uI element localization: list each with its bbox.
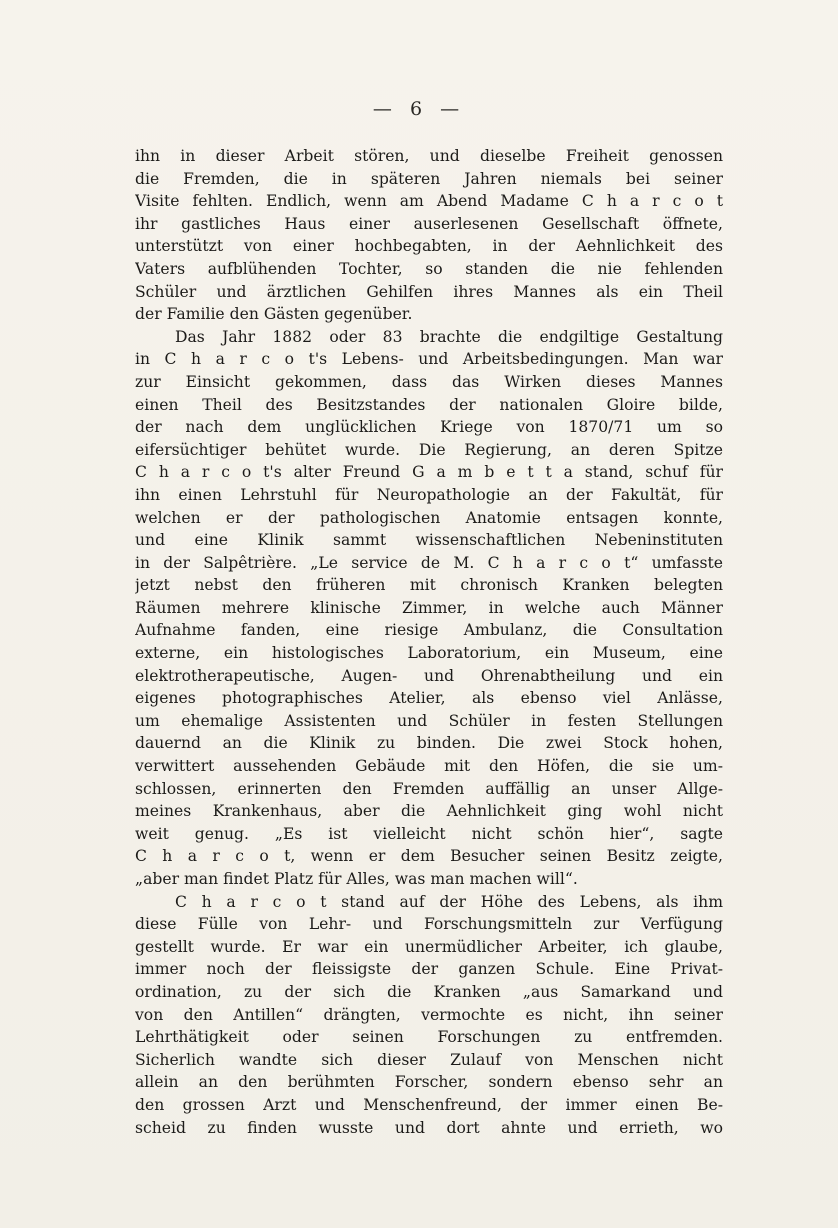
text-line: Aufnahme fanden, eine riesige Ambulanz, die Consultation xyxy=(135,621,723,640)
text-line: weit genug. „Es ist vielleicht nicht schön hier“, sagte xyxy=(135,824,723,843)
text-line: elektrotherapeutische, Augen- und Ohrenabtheilung und ein xyxy=(135,666,723,685)
text-line: schlossen, erinnerten den Fremden auffällig an unser Allge- xyxy=(135,779,723,798)
text-line: der Familie den Gästen gegenüber. xyxy=(135,305,413,324)
text-line: Räumen mehrere klinische Zimmer, in welche auch Männer xyxy=(135,598,723,617)
text-line: meines Krankenhaus, aber die Aehnlichkeit ging wohl nicht xyxy=(135,802,723,821)
text-line: die Fremden, die in späteren Jahren niemals bei seiner xyxy=(135,169,723,188)
text-line: welchen er der pathologischen Anatomie entsagen konnte, xyxy=(135,508,723,527)
text-line: Das Jahr 1882 oder 83 brachte die endgiltige Gestaltung xyxy=(175,327,723,346)
text-line: um ehemalige Assistenten und Schüler in festen Stellungen xyxy=(135,711,723,730)
text-line: zur Einsicht gekommen, dass das Wirken dieses Mannes xyxy=(135,372,723,391)
text-line: C h a r c o t's alter Freund G a m b e t t a stand, schuf für xyxy=(135,463,723,482)
text-line: diese Fülle von Lehr- und Forschungsmitteln zur Verfügung xyxy=(135,915,723,934)
body-text xyxy=(135,145,723,1139)
text-line: und eine Klinik sammt wissenschaftlichen Nebeninstituten xyxy=(135,531,723,550)
text-line: C h a r c o t stand auf der Höhe des Lebens, als ihm xyxy=(175,892,723,911)
text-line: eigenes photographisches Atelier, als ebenso viel Anlässe, xyxy=(135,689,723,708)
text-line: ihn einen Lehrstuhl für Neuropathologie an der Fakultät, für xyxy=(135,485,723,504)
text-line: Lehrthätigkeit oder seinen Forschungen zu entfremden. xyxy=(135,1028,723,1047)
text-line: dauernd an die Klinik zu binden. Die zwei Stock hohen, xyxy=(135,734,723,753)
text-line: ihn in dieser Arbeit stören, und dieselbe Freiheit genossen xyxy=(135,147,723,165)
text-line: immer noch der fleissigste der ganzen Schule. Eine Privat- xyxy=(135,960,723,979)
text-line: unterstützt von einer hochbegabten, in der Aehnlichkeit des xyxy=(135,237,723,256)
text-line: Visite fehlten. Endlich, wenn am Abend Madame C h a r c o t xyxy=(135,192,723,211)
text-line: jetzt nebst den früheren mit chronisch Kranken belegten xyxy=(135,576,723,595)
page-number: — 6 — xyxy=(372,98,466,120)
text-line: in C h a r c o t's Lebens- und Arbeitsbedingungen. Man war xyxy=(135,350,723,369)
text-line: der nach dem unglücklichen Kriege von 1870/71 um so xyxy=(135,418,723,437)
text-line: scheid zu finden wusste und dort ahnte und errieth, wo xyxy=(135,1118,723,1137)
text-line: ordination, zu der sich die Kranken „aus Samarkand und xyxy=(135,982,723,1001)
text-line: externe, ein histologisches Laboratorium, ein Museum, eine xyxy=(135,644,723,663)
text-line: allein an den berühmten Forscher, sondern ebenso sehr an xyxy=(135,1073,723,1092)
text-line: in der Salpêtrière. „Le service de M. C h a r c o t“ umfasste xyxy=(135,553,723,572)
text-line: eifersüchtiger behütet wurde. Die Regierung, an deren Spitze xyxy=(135,440,723,459)
text-line: ihr gastliches Haus einer auserlesenen Gesellschaft öffnete, xyxy=(135,214,723,233)
text-line: einen Theil des Besitzstandes der nationalen Gloire bilde, xyxy=(135,395,723,414)
text-line: Vaters aufblühenden Tochter, so standen die nie fehlenden xyxy=(135,259,723,278)
text-line: Sicherlich wandte sich dieser Zulauf von Menschen nicht xyxy=(135,1050,723,1069)
text-line: C h a r c o t, wenn er dem Besucher seinen Besitz zeigte, xyxy=(135,847,723,866)
text-line: von den Antillen“ drängten, vermochte es nicht, ihn seiner xyxy=(135,1005,723,1024)
text-line: den grossen Arzt und Menschenfreund, der immer einen Be- xyxy=(135,1095,723,1114)
text-line: gestellt wurde. Er war ein unermüdlicher Arbeiter, ich glaube, xyxy=(135,937,723,956)
text-line: „aber man findet Platz für Alles, was man machen will“. xyxy=(135,870,578,888)
text-line: verwittert aussehenden Gebäude mit den Höfen, die sie um- xyxy=(135,757,723,776)
text-line: Schüler und ärztlichen Gehilfen ihres Mannes als ein Theil xyxy=(135,282,723,301)
